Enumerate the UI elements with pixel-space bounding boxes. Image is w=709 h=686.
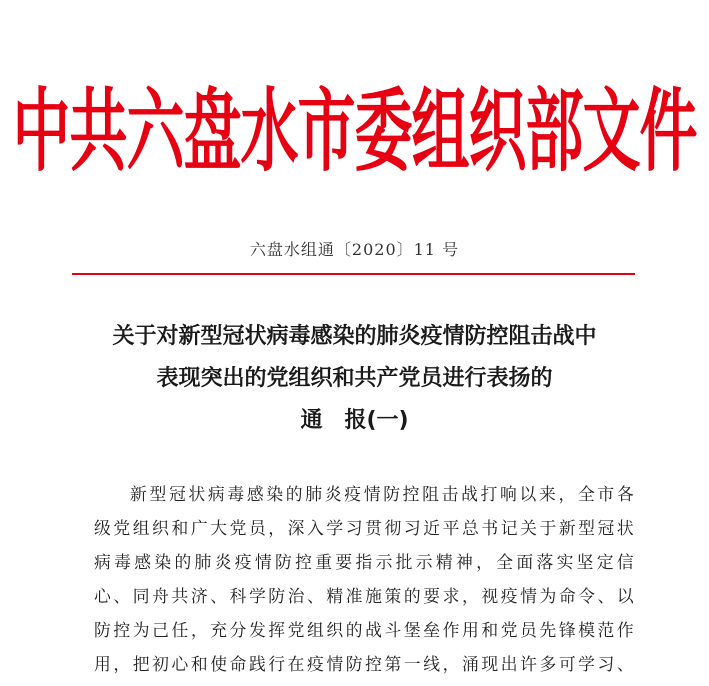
body-line-6: 用，把初心和使命践行在疫情防控第一线，涌现出许多可学习、	[94, 654, 634, 674]
title-line-1: 关于对新型冠状病毒感染的肺炎疫情防控阻击战中	[112, 324, 597, 349]
body-line-5: 防控为己任，充分发挥党组织的战斗堡垒作用和党员先锋模范作	[94, 620, 634, 640]
body-line-4: 心、同舟共济、科学防治、精准施策的要求，视疫情为命令、以	[94, 586, 634, 606]
title-line-3: 通 报(一)	[300, 408, 409, 433]
body-line-3: 病毒感染的肺炎疫情防控重要指示批示精神，全面落实坚定信	[94, 552, 634, 572]
document-number: 六盘水组通〔2020〕11 号	[249, 240, 460, 259]
body-line-2: 级党组织和广大党员，深入学习贯彻习近平总书记关于新型冠状	[94, 518, 634, 538]
notice-title	[0, 316, 709, 442]
body-paragraph	[94, 477, 634, 681]
title-line-2: 表现突出的党组织和共产党员进行表扬的	[156, 366, 553, 391]
masthead-title: 中共六盘水市委组织部文件	[12, 78, 697, 184]
red-divider-line	[72, 273, 635, 275]
body-line-1: 新型冠状病毒感染的肺炎疫情防控阻击战打响以来，全市各	[130, 484, 634, 504]
